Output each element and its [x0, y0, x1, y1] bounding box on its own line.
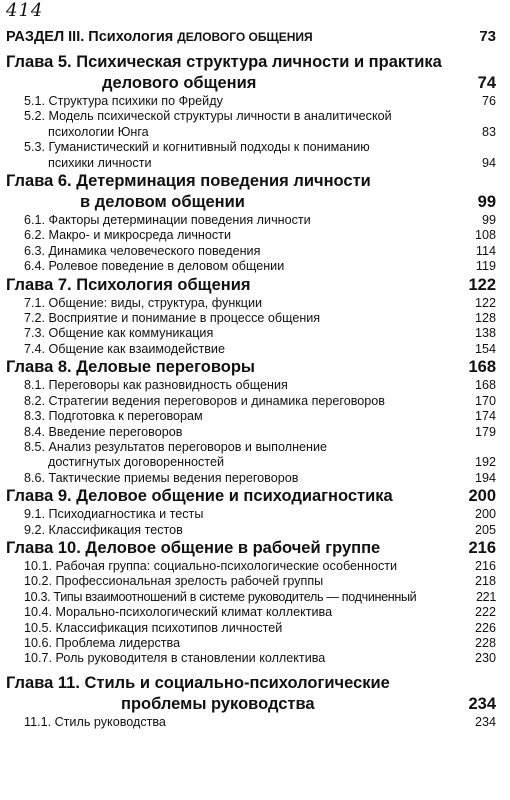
section-title: 7.1. Общение: виды, структура, функции [24, 295, 263, 310]
section-5-3-cont[interactable] [6, 156, 496, 171]
chapter-5-page: 74 [477, 74, 496, 92]
section-title: 8.5. Анализ результатов переговоров и выполнение [24, 439, 328, 454]
chapter-7-title: Глава 7. Психология общения [6, 275, 251, 294]
chapter-11-heading[interactable] [6, 673, 496, 715]
section-5-2[interactable] [6, 109, 496, 124]
chapter-5-title-cont: делового общения [102, 74, 257, 92]
chapter-6-title: Глава 6. Детерминация поведения личности [6, 172, 371, 191]
chapter-11-page: 234 [468, 694, 496, 713]
chapter-10-title: Глава 10. Деловое общение в рабочей группе [6, 538, 381, 557]
section-11-1[interactable] [6, 715, 496, 730]
section-title: достигнутых договоренностей [48, 455, 225, 470]
chapter-7-page: 122 [468, 275, 496, 294]
chapter-7-heading[interactable] [6, 275, 496, 296]
section-title: психологии Юнга [48, 124, 149, 139]
section-page: 154 [474, 341, 496, 356]
section-8-6[interactable] [6, 471, 496, 486]
section-6-3[interactable] [6, 244, 496, 259]
section-8-5-cont[interactable] [6, 455, 496, 470]
section-page: 99 [481, 213, 496, 228]
section-7-4[interactable] [6, 342, 496, 357]
section-page: 174 [474, 409, 496, 424]
section-7-1[interactable] [6, 296, 496, 311]
section-title: 7.3. Общение как коммуникация [24, 326, 214, 341]
chapter-9-title: Глава 9. Деловое общение и психодиагностика [6, 487, 393, 506]
chapter-8-heading[interactable] [6, 357, 496, 378]
section-10-4[interactable] [6, 605, 496, 620]
chapter-10-heading[interactable] [6, 538, 496, 559]
section-page: 200 [474, 507, 496, 522]
section-10-6[interactable] [6, 636, 496, 651]
part-label-small: ДЕЛОВОГО ОБЩЕНИЯ [177, 30, 313, 44]
section-title: 5.3. Гуманистический и когнитивный подходы к пониманию [24, 140, 370, 155]
chapter-10-page: 216 [468, 538, 496, 557]
section-title: 7.2. Восприятие и понимание в процессе общения [24, 311, 321, 326]
chapter-11-title-cont: проблемы руководства [121, 694, 315, 713]
section-page: 218 [474, 574, 496, 589]
section-page: 230 [474, 651, 496, 666]
section-title: 6.4. Ролевое поведение в деловом общении [24, 259, 285, 274]
section-title: 10.7. Роль руководителя в становлении коллектива [24, 651, 326, 666]
chapter-8-page: 168 [468, 358, 496, 377]
section-10-5[interactable] [6, 621, 496, 636]
section-title: 5.2. Модель психической структуры личности в аналитической [24, 109, 392, 124]
section-8-5[interactable] [6, 440, 496, 455]
chapter-5-heading[interactable] [6, 52, 496, 94]
section-title: 7.4. Общение как взаимодействие [24, 341, 225, 356]
section-5-3[interactable] [6, 140, 496, 155]
section-title: психики личности [48, 155, 152, 170]
chapter-11-title: Глава 11. Стиль и социально-психологические [6, 673, 390, 692]
part-page: 73 [479, 28, 496, 45]
section-page: 83 [481, 124, 496, 139]
section-7-2[interactable] [6, 311, 496, 326]
section-page: 205 [474, 522, 496, 537]
chapter-9-heading[interactable] [6, 486, 496, 507]
section-title: 8.2. Стратегии ведения переговоров и динамика переговоров [24, 393, 385, 408]
section-title: 8.4. Введение переговоров [24, 424, 183, 439]
section-9-2[interactable] [6, 523, 496, 538]
section-6-4[interactable] [6, 259, 496, 274]
section-title: 8.1. Переговоры как разновидность общения [24, 378, 288, 393]
section-page: 194 [474, 470, 496, 485]
section-7-3[interactable] [6, 326, 496, 341]
section-title: 11.1. Стиль руководства [24, 714, 166, 729]
chapter-6-heading[interactable] [6, 171, 496, 213]
table-of-contents [6, 28, 496, 730]
section-9-1[interactable] [6, 507, 496, 522]
section-title: 10.3. Типы взаимоотношений в системе руководитель — подчиненный [24, 589, 417, 604]
section-page: 168 [474, 378, 496, 393]
section-page: 222 [474, 605, 496, 620]
section-8-4[interactable] [6, 425, 496, 440]
section-title: 10.2. Профессиональная зрелость рабочей группы [24, 574, 324, 589]
section-8-3[interactable] [6, 409, 496, 424]
section-title: 10.4. Морально-психологический климат коллектива [24, 605, 333, 620]
section-title: 9.1. Психодиагностика и тесты [24, 507, 204, 522]
section-10-1[interactable] [6, 559, 496, 574]
section-6-1[interactable] [6, 213, 496, 228]
section-page: 122 [474, 295, 496, 310]
section-10-7[interactable] [6, 651, 496, 666]
section-page: 128 [474, 311, 496, 326]
section-page: 170 [474, 393, 496, 408]
section-page: 76 [481, 94, 496, 108]
section-page: 216 [474, 558, 496, 573]
section-page: 179 [474, 424, 496, 439]
chapter-8-title: Глава 8. Деловые переговоры [6, 358, 255, 377]
section-5-2-cont[interactable] [6, 125, 496, 140]
section-title: 8.3. Подготовка к переговорам [24, 409, 203, 424]
section-title: 8.6. Тактические приемы ведения переговоров [24, 470, 299, 485]
section-page: 192 [474, 455, 496, 470]
section-title: 5.1. Структура психики по Фрейду [24, 94, 223, 108]
section-page: 221 [476, 589, 496, 604]
section-page: 226 [474, 620, 496, 635]
chapter-6-title-cont: в деловом общении [80, 193, 245, 212]
section-title: 9.2. Классификация тестов [24, 522, 183, 537]
section-title: 10.1. Рабочая группа: социально-психологические особенности [24, 558, 398, 573]
section-page: 94 [481, 155, 496, 170]
section-10-2[interactable] [6, 574, 496, 589]
section-title: 6.3. Динамика человеческого поведения [24, 243, 261, 258]
chapter-5-title: Глава 5. Психическая структура личности и практика [6, 53, 442, 71]
section-8-1[interactable] [6, 378, 496, 393]
section-10-3[interactable] [6, 590, 496, 605]
section-title: 6.1. Факторы детерминации поведения личности [24, 213, 311, 228]
part-heading[interactable] [6, 28, 496, 52]
section-page: 234 [474, 714, 496, 729]
section-page: 114 [475, 243, 496, 258]
section-8-2[interactable] [6, 394, 496, 409]
section-title: 6.2. Макро- и микросреда личности [24, 228, 231, 243]
section-page: 228 [474, 635, 496, 650]
section-title: 10.5. Классификация психотипов личностей [24, 620, 283, 635]
section-5-1[interactable] [6, 94, 496, 109]
section-title: 10.6. Проблема лидерства [24, 635, 181, 650]
page-number: 414 [6, 0, 44, 21]
section-page: 138 [474, 326, 496, 341]
section-6-2[interactable] [6, 228, 496, 243]
chapter-6-page: 99 [477, 193, 496, 212]
chapter-9-page: 200 [468, 487, 496, 506]
part-label: РАЗДЕЛ III. Психология [6, 29, 174, 45]
section-page: 119 [475, 259, 496, 274]
section-page: 108 [474, 228, 496, 243]
